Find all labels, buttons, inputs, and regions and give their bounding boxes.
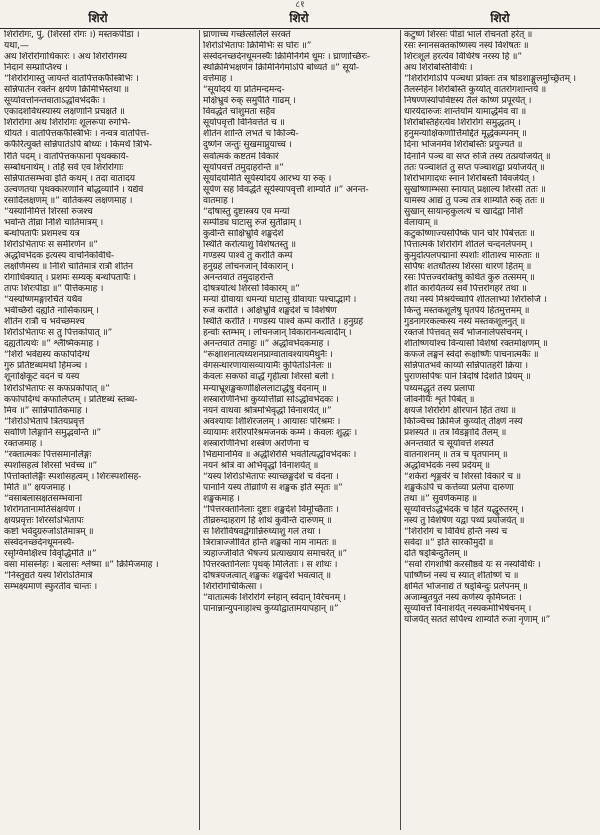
text-line: तथा ॥” सुवर्णकमाह ॥	[404, 493, 477, 504]
text-line: एकादशविधस्यास्य लक्षणानि प्रचक्षते ॥	[4, 107, 125, 118]
text-line: तीव्ररुग्दाहरागं हि शोथं कुर्वन्ति दारुणम् ॥	[203, 516, 332, 527]
text-line: कुर्वन्ति साक्षिभ्रुवि शङ्खदेशे	[203, 228, 284, 239]
text-line: “रक्तात्मकः पित्तसमानलिङ्गः	[4, 449, 92, 460]
text-line: शिरोऽभितापः स तु पित्तकोपात् ॥”	[4, 328, 113, 339]
text-line: यथा,—	[4, 41, 29, 52]
text-line: क्षमितं भोजनाद्यं तं षड्बिन्दुः प्रलेपनम् ॥	[404, 582, 528, 593]
text-line: सूर्यापवृत्तौ विनिवर्त्तते च ॥	[203, 118, 285, 129]
text-line: कफोपदिग्धं कफालिप्तम् । प्रतिष्टब्धं स्तब्ध-	[4, 394, 138, 405]
text-line: कफैरित्युक्ते सन्निपातेऽपि बोध्यः । किमर्थं त्रिभि-	[4, 140, 152, 151]
text-line: शिरोऽभितापः स समीरणेन ॥”	[4, 239, 98, 250]
text-line: शिरोरोगः, पुं, (शिरसो रोगः ।) मस्तकपीडा ।	[4, 30, 140, 40]
text-line: शिरोऽभितापः क्रिमिभिः स घोरः ॥”	[203, 41, 312, 52]
text-line: शङ्खकेऽपि च कर्त्तव्या प्रलेपा दारुणा	[404, 482, 514, 493]
text-line: शिरःशूलं हरत्येव विधिरेष नरस्य हि ॥”	[404, 52, 522, 63]
text-line: “सर्वो रोगशोषी करसौष्ठवे यः स नस्यविधिः ।	[404, 560, 541, 571]
text-line: सर्पिषः शतधौतस्य शिरसा धारणं हितम् ॥	[404, 261, 532, 272]
text-line: “वातात्मके शिरोरोगे स्नेहान् स्वेदान् विरेचनम् ।	[203, 593, 346, 604]
text-line: नयनं श्रोत्रं वा अभिवृद्धो विनाशयेत् ॥	[203, 460, 319, 471]
text-line: दोषत्रयोत्थं शिरसो विकारम् ॥”	[203, 284, 300, 295]
column-1	[4, 30, 195, 830]
text-line: किञ्चिच्च क्रिमिजे कुर्य्यात् तीक्ष्णं नस्यं	[404, 416, 523, 427]
text-line: क्षयप्रवृत्तः शिरसोऽभितापः	[4, 516, 84, 527]
text-line: दिनानि पञ्च वा सप्त रुजि तस्य तत्प्रयोजयेत् ॥	[404, 151, 551, 162]
text-line: शीतेन रात्रौ च भवेच्छमश्च	[4, 317, 85, 328]
text-line: वेलायाम् ॥	[404, 217, 439, 228]
text-line: “शिरो भवेद्यस्य कफोपदिग्धं	[4, 350, 90, 361]
text-columns	[0, 30, 600, 832]
text-line: हनुमन्याक्षिकर्णार्त्तिमर्द्दितं मूर्द्धकम्पनम् ॥	[404, 129, 527, 140]
text-line: व्यायामः शरीरपरिश्रमजनकं कर्म्म । केवलः शुद्धः ।	[203, 427, 358, 438]
text-line: उल्वणतया पृथक्कारणानि बोद्धव्यानि । यद्येवं	[4, 184, 144, 195]
text-line: पार्ष्णिघ्नं नस्यं च स्यात् शीतोष्णं च ॥	[404, 571, 519, 582]
text-line: “वसाबलासक्षतसम्भवानां	[4, 493, 82, 504]
text-line: गुडनागरकल्कस्य नस्यं मस्तकशूलनुत् ॥	[404, 317, 526, 328]
text-line: कष्टो भवेदुग्ररुजोऽतिमात्रम् ॥	[4, 527, 94, 538]
text-line: सर्वाणि लिङ्गानि समुद्भवन्ति ॥”	[4, 427, 102, 438]
text-line: “सूर्योदयं या प्रतिमन्दमन्द-	[203, 85, 285, 96]
text-line: शीतेन शान्तिं लभते च किञ्चि-	[203, 129, 299, 140]
text-line: धारयेदारुजः शान्तेर्यामं यामार्द्धमेव वा ॥	[404, 107, 527, 118]
text-line: लक्षणिमस्य ॥ निशि चातिमात्रं रात्रौ शीतेन	[4, 261, 133, 272]
text-line: नस्यं तु विशेषेण यद्वा पथ्यं प्रयोजयेत् ॥	[404, 516, 525, 527]
text-line: दह्यतीत्यर्थः ॥” श्लैष्मिकमाह ।	[4, 339, 99, 350]
text-line: पथ्यमद्धृतं तस्य प्रलापा	[404, 383, 475, 394]
text-line: भवन्ति तीव्रा निशि चातिमात्रम् ।	[4, 217, 104, 228]
text-line: सुखान् सायान्हकुलत्थं च खादेद्वा निशि	[404, 206, 523, 217]
column-3	[404, 30, 596, 830]
text-line: हनुग्रहं लोचनजान् विकारान् ।	[203, 261, 294, 272]
text-line: रक्तजमाह ।	[4, 438, 43, 449]
column-header-2: शिरो	[289, 11, 309, 25]
text-line: अर्द्धावभेदक इत्यस्य वाचनिकविधि-	[4, 250, 115, 261]
text-line: शूनाक्षिकूटं वदनं च यस्य	[4, 372, 80, 383]
text-line: “शर्करां शृङ्गवेरं च शिरसो विकारे च ॥	[404, 471, 521, 482]
text-line: कटुकोष्णाज्यसर्पिष्कं पानं चोरं पिबेत्ततः ॥	[404, 228, 535, 239]
text-line: तथा नस्यं मिश्रयेच्चापि शीतलाभ्यां शिरोरुजि ।	[404, 295, 547, 306]
text-line: शिरोगतानामतिसंक्षयेण ।	[4, 505, 81, 516]
text-line: जीवनीयैः शृतं पिबेत् ॥	[404, 394, 475, 405]
text-line: “रूक्षाशनात्यध्यशनप्राग्वातावश्यायमैथुनैः ।	[203, 350, 333, 361]
text-line: सूर्योदयमिति सूर्यस्योदयं आरभ्य या रुक् ।	[203, 173, 332, 184]
text-line: पानान्नान्युपनाहांश्च कुर्य्याद्वातामयापहान् ॥”	[203, 604, 339, 615]
text-line: शिरोरोगचिकित्सा ।	[203, 582, 263, 593]
text-line: ततः पञ्चाशतं तु सप्त पञ्चाशद्वा प्रयोजयेत् ॥	[404, 162, 545, 173]
text-line: क्षयजे शिरोरोगे क्षीरपानं हितं तथा ॥	[404, 405, 516, 416]
text-line: रसृग्विमोक्षैश्च विवृद्धिमेति ॥”	[4, 549, 97, 560]
text-line: रक्तजे पित्तवत् सर्वं भोजनालेपसेचनम् ।	[404, 328, 528, 339]
text-line: सर्वदा ॥” इति सारकौमुदी ॥	[404, 538, 494, 549]
text-line: मन्याभ्रूशङ्खकर्णाक्षिललाटार्द्धेषु वेदनाम् ॥	[203, 383, 327, 394]
text-line: “शिरोरोगं च विविधं हन्ति नस्यं च	[404, 527, 507, 538]
text-line: स्पर्शासहत्वं शिरसो भवेच्च ॥”	[4, 460, 98, 471]
text-line: दतिं षड्बिन्दुतैलम् ॥	[404, 549, 468, 560]
text-line: सन्निपातसम्भवा इति कथम् । तदा वातादय	[4, 173, 135, 184]
page-number: ८१	[295, 0, 305, 10]
text-line: सूर्य्यावर्त्तं विनाशयेत् नस्यकर्माभिषेचनम् ।	[404, 604, 532, 615]
text-line: “शिरोऽभितापे त्रितयप्रवृत्ते	[4, 416, 85, 427]
text-line: अनन्तवातं तमाहुः ॥” अर्द्धावभेदकमाह ।	[203, 339, 330, 350]
text-line: स शिरोविषवद्वेगान्निरुध्याशु गलं तथा ।	[203, 527, 321, 538]
text-line: त्रिरात्राज्जीवितं हन्ति शङ्खको नाम नामतः ॥	[203, 538, 337, 549]
text-line: संस्वेदनच्छर्दनधूमनस्यैः क्रिमिनिर्गमे धूमः । घ्राणाच्छिरः-	[203, 52, 370, 63]
text-line: रोगाधिक्यात् । प्रशमः सम्यक् बन्धोपतापैः ।	[4, 273, 136, 284]
text-line: भवेच्छिरो दह्यति नासिकाग्रम् ।	[4, 306, 99, 317]
text-line: सूर्य्यावर्त्तेऽर्द्धभेदके च हितं यद्धुरुतरम् ।	[404, 505, 524, 516]
text-line: वसा मांसस्नेहः । बलासः श्लेष्मा ॥” क्रिमिजमाह ।	[4, 560, 159, 571]
text-line: पित्तोक्तलिङ्गैः स्पर्शासहत्वम् । शिरःस्पर्शासह-	[4, 471, 142, 482]
text-line: मिति ॥” क्षयजमाह ।	[4, 482, 71, 493]
text-line: स्थितिं करोति । गण्डस्य पार्श्वे कम्पं करोति । हनुग्रहं	[203, 317, 363, 328]
text-line: “दोषास्तु दुष्टास्त्रय एव मन्यां	[203, 206, 290, 217]
text-line: मिव ॥” सान्निपातिकमाह ।	[4, 405, 88, 416]
text-line: दिना भोजनमेव शिरोबस्तिः प्रयुज्यते ॥	[404, 140, 523, 151]
text-line: “निस्तुद्यते यस्य शिरोऽतिमात्रं	[4, 571, 93, 582]
text-line: मन्यां ग्रीवाया धमन्यां घाटासु ग्रीवायाः पश्चाद्भागे ।	[203, 295, 357, 306]
text-line: निषण्णस्योपविष्टस्य तैलं कोष्णं प्रपूरयेत् ।	[404, 96, 532, 107]
text-line: सूर्य्यावर्त्तानन्तवाताऽर्द्धावभेदकैः ।	[4, 96, 106, 107]
text-line: पानानि यस्य तीव्राणि स शङ्खक इति स्मृतः ॥”	[203, 482, 343, 493]
text-line: किन्तु मस्तकशूलेषु घृतपेयं हितमुत्तमम् ॥	[404, 306, 530, 317]
text-line: शिरोभागादधः स्नानं शिरोबस्तौ विवर्जयेत् ।	[404, 173, 535, 184]
text-line: त्र्यहाज्जीवति भैषज्यं प्रत्याख्याय समाचरेत् ॥”	[203, 549, 348, 560]
column-header-1: शिरो	[88, 11, 108, 25]
text-line: सन्निपातभवे कार्य्या सन्निपातहरी क्रिया ।	[404, 361, 528, 372]
text-line: कुमुदोत्पलपद्मानां स्पर्शाः शीताश्च मारुताः ॥	[404, 250, 540, 261]
text-line: शङ्खकमाह ।	[203, 493, 240, 504]
text-line: वेगसन्धारणायासव्यायामैः कुपितोऽनिलः ॥	[203, 361, 332, 372]
text-line: सुखोष्णाम्भसा स्नायात् प्रक्षाल्य शिरसी ततः ॥	[404, 184, 546, 195]
text-line: केवलः सकफो वार्द्धं गृहीत्वा शिरसो बली ।	[203, 372, 335, 383]
text-line: बन्धोपतापैः प्रशमश्च यत्र	[4, 228, 80, 239]
text-line: “पित्तरक्तानिलाः दुष्टाः शङ्खदेशे विमूर्च्छिताः ।	[203, 505, 339, 516]
text-line: विवर्द्धते चांशुमता सहैव	[203, 107, 276, 118]
text-line: वर्त्तमाह ।	[203, 74, 233, 85]
text-line: योजयेत् सततं सर्पिश्च शाम्यति रुजा नृणाम् ॥”	[404, 615, 551, 626]
text-line: “यस्य शिरोऽभितापः स्याच्छङ्खदेशे च वेदना ।	[203, 471, 339, 482]
text-line: दोषत्रयजत्वात् शङ्खकः शङ्खदेशे भवत्वात् ॥	[203, 571, 331, 582]
text-line: शिरोऽभितापः स कफप्रकोपात् ॥”	[4, 383, 110, 394]
text-line: स्थक्रिमिभक्षणेन क्रिमिनिर्गमोऽपि बोध्यते ॥” सूर्या-	[203, 63, 360, 74]
text-line: रसः पित्तज्वरोक्तेषु कथितं कुरु तत्समम् ॥	[404, 273, 535, 284]
text-line: मक्षिभ्रुवं रुक् समुपैति गाढम् ।	[203, 96, 296, 107]
text-line: अवश्यायः शिशिरजलम् । आयासः परिश्रमः ।	[203, 416, 341, 427]
text-line: यामस्य आद्यं तु पञ्च तत्र शाम्यति रुक् ततः ॥	[404, 195, 545, 206]
text-line: कटुष्णं शिरसः पीडां भाले रोचनतो हरेत् ॥	[404, 30, 533, 40]
text-line: सूर्यापवर्त्तं तमुदाहरन्ति ॥”	[203, 162, 284, 173]
column-header-3: शिरो	[490, 11, 510, 25]
text-line: अनन्तवातं तमुदाहरन्ति	[203, 273, 274, 284]
text-line: हन्वोः स्तम्भम् । लोचनजान् विकारानन्धत्वादीन् ।	[203, 328, 352, 339]
text-line: कफजे लङ्घनं स्वेदो रूक्षोष्णैः पाचनात्मकैः ॥	[404, 350, 539, 361]
text-line: धीयते । वातपित्तकफैस्त्रिभिः । नन्वत्र वातपित्त-	[4, 129, 150, 140]
text-line: स्थितिं करोत्याशु विशेषतस्तु ॥	[203, 239, 296, 250]
text-line: पुराणसर्पिषः पानं त्रिदोषे दिशति प्रियम् ॥	[404, 372, 531, 383]
text-line: सन्निपातेन रक्तेन क्षयेण क्रिमिभिस्तथा ॥	[4, 85, 129, 96]
running-headers	[0, 10, 600, 29]
text-line: शिरोबस्तिर्हरत्येव शिरोरोगं समुद्धतम् ।	[404, 118, 521, 129]
text-line: पित्तरक्तानिलाः पृथक् मिलिताः । स शोथः ।	[203, 560, 338, 571]
text-line: प्रशस्यते ॥ तत्र विडङ्गादि तैलम् ॥	[404, 427, 507, 438]
text-line: संस्वेदनच्छर्दनधूमनस्यै-	[4, 538, 75, 549]
text-line: भिद्यमानमिव ॥ अर्द्धशिरसि भवतीत्यर्द्धावभेदकः ।	[203, 449, 357, 460]
text-line: शीतं कारयितव्यं सर्वं पित्तरोगहरं तथा ॥	[404, 284, 527, 295]
text-line: शिरोरोगा अथ शिरोरोगः शूलरूपा रुगभि-	[4, 118, 131, 129]
text-line: घ्राणाच्च गच्छेत्सलिलं सरक्तं	[203, 30, 291, 40]
text-line: तापः शिरःपीडा ॥” पैत्तिकमाह ।	[4, 284, 104, 295]
text-line: “यस्यानिमित्तं शिरसो रुजश्च	[4, 206, 93, 217]
text-line: शीतोष्णयोश्च विन्यासो विशेषो रक्तमोक्षणम् ॥	[404, 339, 548, 350]
text-line: शस्त्रारणिनिभां शस्त्रेण अरणिना च	[203, 438, 309, 449]
text-line: अजाम्बुतयुतं नस्यं कर्णस्य कृमिघ्नतः ।	[404, 593, 522, 604]
text-line: “शिरोरोगास्तु जायन्ते वातपित्तकफैस्त्रिभिः ।	[4, 74, 139, 85]
text-line: सम्भक्ष्यमाणं स्फुरतीव चान्तः ।	[4, 582, 98, 593]
text-line: अनन्तवाते च सूर्यावर्त्ते शस्यते	[404, 438, 494, 449]
text-line: सर्वात्मकं कष्टतमं विकारं	[203, 151, 279, 162]
text-line: सूर्येण सह विवर्द्धते सूर्यस्यापवृत्तौ शाम्यति ॥” अनन्त-	[203, 184, 369, 195]
column-2	[203, 30, 395, 830]
text-line: नयनं वाथवा श्रोत्रमभिवृद्धो विनाशयेत् ॥”	[203, 405, 332, 416]
text-line: अथ शिरोबस्तिविधिः ।	[404, 63, 473, 74]
text-line: तैलस्नेहेन शिरोबस्तिं कुर्य्यात् वातरोगशान्तये ॥	[404, 85, 547, 96]
text-line: रुजं करोति । अक्षिभ्रुवि शङ्खदेशे च विशेषेण	[203, 306, 337, 317]
text-line: गुरु प्रतिष्टब्धमथो हिमञ्च ।	[4, 361, 88, 372]
text-line: “शिरोरोगोऽपि पञ्चधा प्रोक्तः तत्र षोडशाङ्गुलमुच्छ्रितम् ।	[404, 74, 576, 85]
text-line: अथ शिरोरोगाधिकारः । अथ शिरोरोगस्य	[4, 52, 127, 63]
text-line: रसादिलक्षणम् ॥” वातिकस्य लक्षणमाह ।	[4, 195, 133, 206]
text-line: निदानं सम्प्राप्तिश्च ।	[4, 63, 68, 74]
text-line: सम्पीड्य घाटासु रुजं सुतीव्राम् ।	[203, 217, 302, 228]
text-line: रिति पदम् । वातपित्तकफानां पृथक्कार्य-	[4, 151, 129, 162]
text-line: अर्द्धावभेदके नस्यं प्रदेयम् ॥	[404, 460, 490, 471]
text-line: शस्त्रारणिनिभां कुर्य्यात्तीव्रां सोऽर्द्धावभेदकः ।	[203, 394, 339, 405]
text-line: गण्डस्य पार्श्वे तु करोति कम्पं	[203, 250, 293, 261]
text-line: सम्बोधनार्थम् । तर्हि सर्वे एव शिरोरोगाः	[4, 162, 124, 173]
text-line: वातनाशनम् ॥ तत्र च घृतपानम् ॥	[404, 449, 508, 460]
text-line: पित्तात्मके शिरोरोगे शीतलं चन्दनलेपनम् ।	[404, 239, 533, 250]
text-line: “यस्योष्णमङ्गारचितं यथैव	[4, 295, 83, 306]
text-line: रसः स्नानसक्तकोष्णस्य नस्यं विशेषतः ॥	[404, 41, 529, 52]
text-line: वातमाह ।	[203, 195, 234, 206]
text-line: दुष्णेन जन्तुः सुखमाप्नुयाच्च ।	[203, 140, 292, 151]
